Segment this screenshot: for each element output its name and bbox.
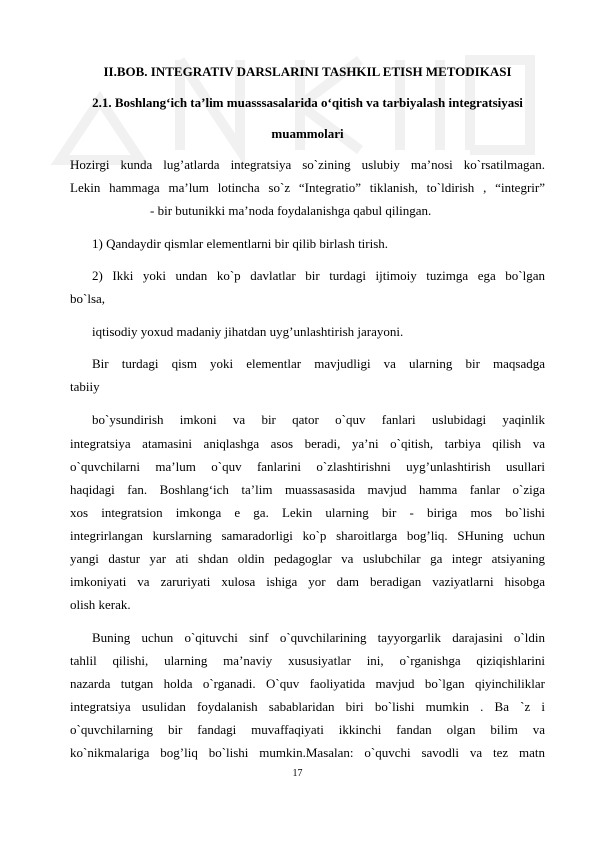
paragraph-line: iqtisodiy yoxud madaniy jihatdan uyg’unlashtirish jarayoni.: [92, 324, 404, 339]
list-item-1: 1) Qandaydir qismlar elementlarni bir qilib birlash tirish.: [92, 236, 389, 251]
paragraph-line: Hozirgi kunda lug’atlarda integratsiya so`zining uslubiy ma’nosi ko`rsatilmagan.: [70, 157, 545, 172]
paragraph-line: bo`ysundirish imkoni va bir qator o`quv fanlari uslubidagi yaqinlik: [92, 412, 545, 427]
paragraph-line: o`quvchilarni ma’lum o`quv fanlarini o`zlashtirishni uyg’unlashtirish usullari: [70, 459, 545, 474]
paragraph-line: tahlil qilishi, ularning ma’naviy xususiyatlar ini, o`rganishga qiziqishlarini: [70, 653, 545, 668]
paragraph-line: ko`nikmalariga bog’liq bo`lishi mumkin.Masalan: o`quvchi savodli va tez matn: [70, 745, 545, 760]
paragraph-line: olish kerak.: [70, 597, 131, 612]
paragraph-line: integrirlangan kurslarning samaradorligi ko`p sharoitlarga bog’liq. SHuning uchun: [70, 528, 545, 543]
paragraph-line: integratsiya usulidan foydalanish sabablaridan biri bo`lishi mumkin . Ba `z i: [70, 699, 545, 714]
page-number: 17: [292, 768, 303, 779]
paragraph-line: Lekin hammaga ma’lum lotincha so`z “Integratio” tiklanish, to`ldirish , “integrir”: [70, 180, 545, 195]
section-heading-line-2: muammolari: [271, 126, 344, 141]
section-heading-line-1: 2.1. Boshlang‘ich ta’lim muasssasalarida o‘qitish va tarbiyalash integratsiyasi: [92, 95, 523, 110]
paragraph-line: imkoniyati va zaruriyati xulosa ishiga yor dam beradigan vaziyatlarni hisobga: [70, 574, 545, 589]
list-item-2-line: bo`lsa,: [70, 291, 106, 306]
paragraph-line: Buning uchun o`qituvchi sinf o`quvchilarining tayyorgarlik darajasini o`ldin: [92, 630, 545, 645]
paragraph-line: yangi dastur yar ati shdan oldin pedagoglar va uslubchilar ga integr atsiyaning: [70, 551, 545, 566]
paragraph-line: tabiiy: [70, 379, 100, 394]
paragraph-line: o`quvchilarning bir fandagi muvaffaqiyati ikkinchi fandan olgan bilim va: [70, 722, 545, 737]
paragraph-line: Bir turdagi qism yoki elementlar mavjudligi va ularning bir maqsadga: [92, 356, 545, 371]
paragraph-line: xos integratsion imkonga e ga. Lekin ularning bir - biriga mos bo`lishi: [70, 505, 545, 520]
paragraph-line: integratsiya atamasini aniqlashga asos beradi, ya’ni o`qitish, tarbiya qilish va: [70, 436, 545, 451]
paragraph-line: haqidagi fan. Boshlang‘ich ta’lim muassasasida mavjud hamma fanlar o`ziga: [70, 482, 545, 497]
paragraph-line: - bir butunikki ma’noda foydalanishga qabul qilingan.: [150, 203, 432, 218]
list-item-2-line: 2) Ikki yoki undan ko`p davlatlar bir turdagi ijtimoiy tuzimga ega bo`lgan: [92, 268, 545, 283]
paragraph-line: nazarda tutgan holda o`rganadi. O`quv faoliyatida mavjud bo`lgan qiyinchiliklar: [70, 676, 545, 691]
chapter-heading: II.BOB. INTEGRATIV DARSLARINI TASHKIL ETISH METODIKASI: [103, 64, 512, 79]
